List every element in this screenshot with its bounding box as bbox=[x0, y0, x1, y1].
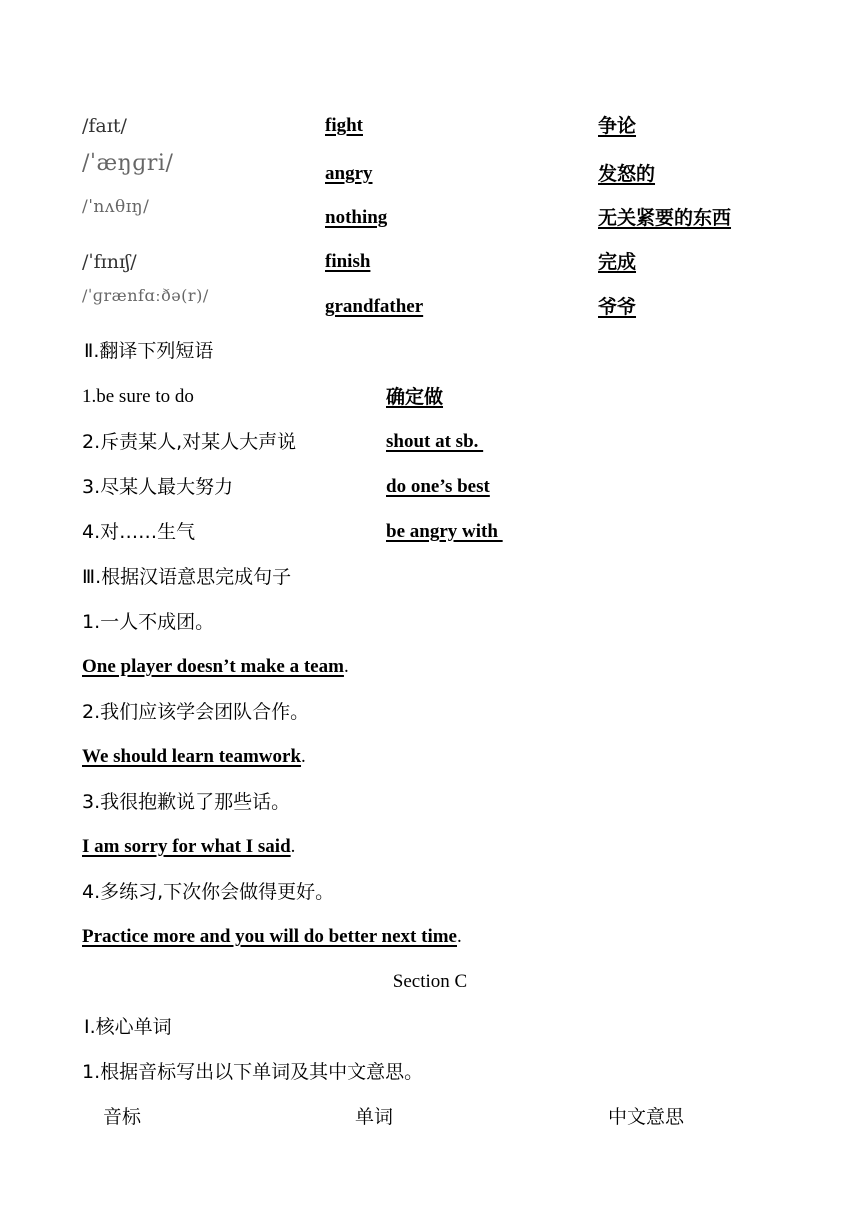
phonetic-fight: /faɪt/ bbox=[82, 115, 127, 137]
sentence-end-3: . bbox=[290, 836, 296, 857]
word-fight: fight bbox=[325, 115, 363, 136]
section2-heading: Ⅱ.翻译下列短语 bbox=[84, 340, 214, 362]
section3-heading: Ⅲ.根据汉语意思完成句子 bbox=[82, 566, 292, 588]
word-nothing: nothing bbox=[325, 207, 388, 228]
phrase-prompt-2: 2.斥责某人,对某人大声说 bbox=[82, 431, 297, 453]
sentence-prompt-1: 1.一人不成团。 bbox=[82, 611, 215, 633]
meaning-nothing: 无关紧要的东西 bbox=[598, 207, 732, 229]
meaning-grandfather: 爷爷 bbox=[598, 296, 637, 318]
meaning-fight: 争论 bbox=[598, 115, 637, 137]
phonetic-angry: /ˈæŋɡri/ bbox=[82, 151, 174, 176]
meaning-finish: 完成 bbox=[598, 251, 637, 273]
sentence-answer-3: I am sorry for what I said bbox=[82, 836, 291, 857]
sentence-end-4: . bbox=[457, 926, 462, 947]
section-c-instruction: 1.根据音标写出以下单词及其中文意思。 bbox=[82, 1061, 424, 1083]
phrase-answer-1: 确定做 bbox=[386, 386, 444, 408]
sentence-answer-row-4 bbox=[82, 926, 462, 949]
section-c-title: Section C bbox=[392, 971, 468, 992]
phonetic-finish: /ˈfɪnɪʃ/ bbox=[82, 251, 137, 273]
sentence-prompt-3: 3.我很抱歉说了那些话。 bbox=[82, 791, 291, 813]
phrase-answer-4: be angry with bbox=[386, 521, 503, 542]
sentence-answer-row-2 bbox=[82, 746, 306, 769]
phrase-prompt-1: 1.be sure to do bbox=[82, 386, 194, 407]
sentence-prompt-4: 4.多练习,下次你会做得更好。 bbox=[82, 881, 335, 903]
phonetic-grandfather: /ˈɡrænfɑːðə(r)/ bbox=[82, 286, 209, 305]
meaning-angry: 发怒的 bbox=[598, 163, 656, 185]
word-finish: finish bbox=[325, 251, 371, 272]
section-c-heading: Ⅰ.核心单词 bbox=[84, 1016, 172, 1038]
phonetic-nothing: /ˈnʌθɪŋ/ bbox=[82, 197, 150, 217]
sentence-answer-row-3 bbox=[82, 836, 295, 859]
sentence-answer-4: Practice more and you will do better next time bbox=[82, 926, 457, 947]
sentence-end-2: . bbox=[301, 746, 306, 767]
sentence-end-1: . bbox=[343, 656, 349, 677]
phrase-prompt-4: 4.对……生气 bbox=[82, 521, 196, 543]
sentence-prompt-2: 2.我们应该学会团队合作。 bbox=[82, 701, 310, 723]
sentence-answer-2: We should learn teamwork bbox=[82, 746, 302, 767]
column-header-phonetic: 音标 bbox=[103, 1106, 142, 1128]
column-header-meaning: 中文意思 bbox=[608, 1106, 685, 1128]
word-grandfather: grandfather bbox=[325, 296, 424, 317]
column-header-word: 单词 bbox=[355, 1106, 394, 1128]
word-angry: angry bbox=[325, 163, 373, 184]
sentence-answer-row-1 bbox=[82, 656, 349, 679]
phrase-answer-3: do one’s best bbox=[386, 476, 490, 497]
phrase-prompt-3: 3.尽某人最大努力 bbox=[82, 476, 234, 498]
phrase-answer-2: shout at sb. bbox=[386, 431, 484, 452]
sentence-answer-1: One player doesn’t make a team bbox=[82, 656, 344, 677]
